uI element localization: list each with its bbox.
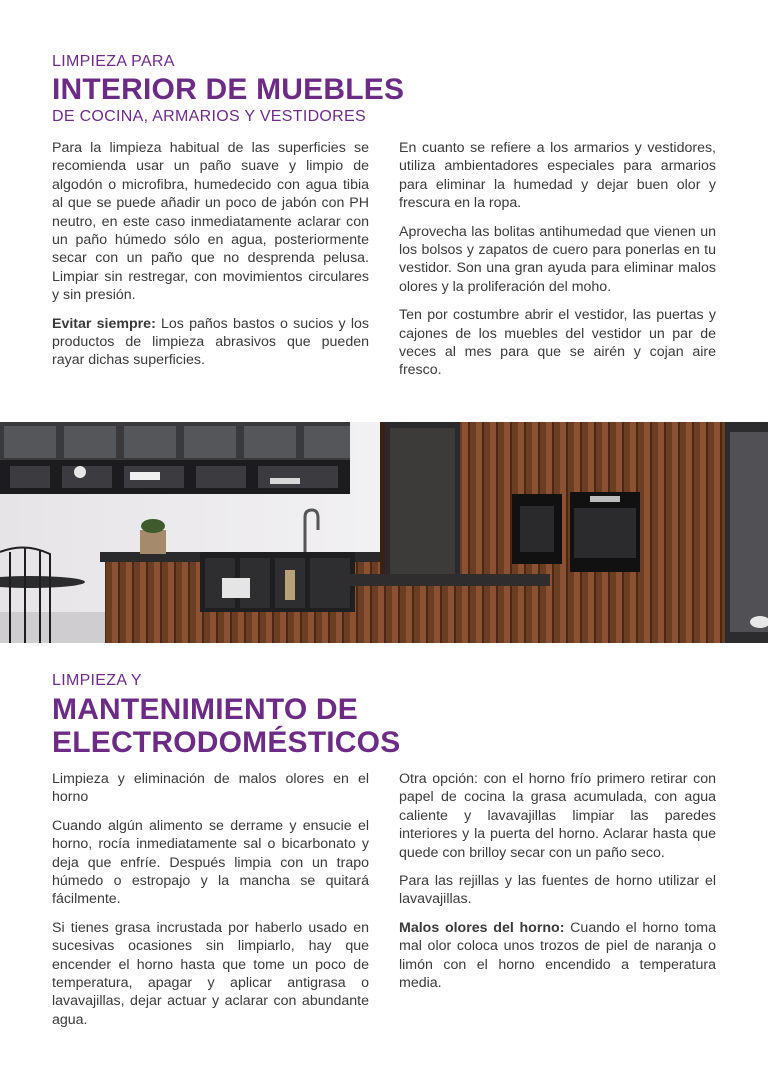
section2-right-p3-label: Malos olores del horno: xyxy=(399,919,565,936)
section2-left-p2: Cuando algún alimento se derrame y ensucie el horno, rocía inmediatamente sal o bicarbonato y deja que enfríe. Después limpia con un trapo húmedo o estropajo y la mancha se quitará fácilmente. xyxy=(52,817,369,908)
kitchen-photo xyxy=(0,422,768,643)
section2-right-p1: Otra opción: con el horno frío primero retirar con papel de cocina la grasa acumulada, con agua caliente y lavavajillas limpiar las paredes interiores y la puerta del horno. Aclarar hasta que quede con brilloy secar con un paño seco. xyxy=(399,771,716,861)
section2-right-column xyxy=(399,770,716,1002)
section1-title: INTERIOR DE MUEBLES xyxy=(52,73,405,106)
section2-right-p3 xyxy=(399,919,716,993)
section2-kicker: LIMPIEZA Y xyxy=(52,672,142,689)
section2-left-column xyxy=(52,770,369,1039)
section2-right-p3-text: Cuando el horno toma mal olor coloca unos trozos de piel de naranja o limón con el horno encendido a temperatura media. xyxy=(399,919,716,992)
section1-left-p2-label: Evitar siempre: xyxy=(52,315,156,332)
section1-right-p1: En cuanto se refiere a los armarios y vestidores, utiliza ambientadores especiales para armarios para eliminar la humedad y dejar buen olor y frescura en la ropa. xyxy=(399,140,716,212)
section2-left-p1: Limpieza y eliminación de malos olores en el horno xyxy=(52,771,369,806)
section1-left-column xyxy=(52,139,369,380)
section1-left-p1: Para la limpieza habitual de las superficies se recomienda usar un paño suave y limpio de algodón o microfibra, humedecido con agua tibia al que se puede añadir un poco de jabón con PH neutro, en este caso inmediatamente aclarar con un paño húmedo sólo en agua, posteriormente secar con un paño que no desprenda pelusa. Limpiar sin restregar, con movimientos circulares y sin presión. xyxy=(52,140,369,304)
section1-right-p2: Aprovecha las bolitas antihumedad que vienen un los bolsos y zapatos de cuero para ponerlas en tu vestidor. Son una gran ayuda para eliminar malos olores y la proliferación del moho. xyxy=(399,223,716,295)
section1-right-p3: Ten por costumbre abrir el vestidor, las puertas y cajones de los muebles del vestidor un par de veces al mes para que se airén y cojan aire fresco. xyxy=(399,307,716,379)
section2-title-line1: MANTENIMIENTO DE xyxy=(52,693,358,726)
section1-left-p2-text: Los paños bastos o sucios y los productos de limpieza abrasivos que pueden rayar dichas superficies. xyxy=(52,315,369,369)
section2-title-line2: ELECTRODOMÉSTICOS xyxy=(52,726,401,759)
section1-right-column xyxy=(399,139,716,390)
section1-kicker: LIMPIEZA PARA xyxy=(52,53,175,70)
section1-left-p2 xyxy=(52,315,369,370)
section1-subtitle: DE COCINA, ARMARIOS Y VESTIDORES xyxy=(52,108,366,125)
section2-right-p2: Para las rejillas y las fuentes de horno utilizar el lavavajillas. xyxy=(399,873,716,908)
section2-left-p3: Si tienes grasa incrustada por haberlo usado en sucesivas ocasiones sin limpiarlo, hay que encender el horno hasta que tome un poco de temperatura, apagar y aplicar antigrasa o lavavajillas, dejar actuar y aclarar con abundante agua. xyxy=(52,919,369,1028)
